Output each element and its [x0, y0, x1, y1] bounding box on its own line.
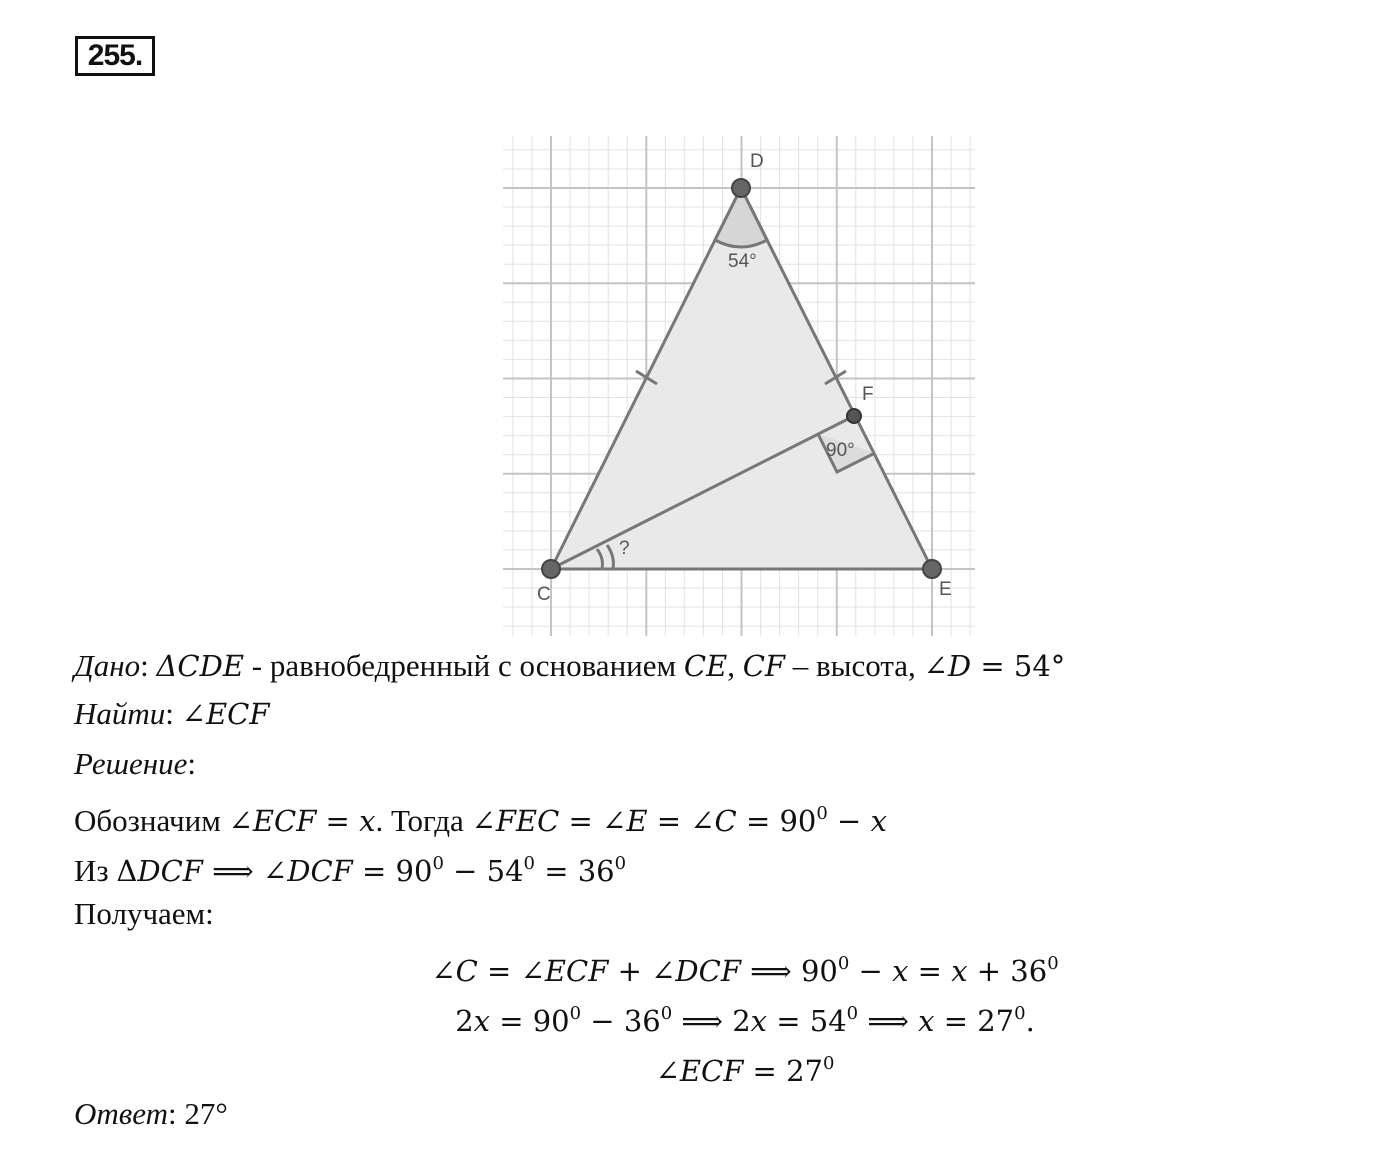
given-angle: ∠D: [923, 649, 972, 683]
label-f: F: [862, 384, 874, 405]
answer-line: Ответ: 27°: [74, 1096, 228, 1131]
problem-number: 255.: [75, 36, 155, 76]
height-name: CF: [742, 649, 786, 683]
equation-3: ∠ECF = $27^0$: [655, 1053, 835, 1088]
point-c: [542, 560, 560, 578]
answer-label: Ответ: [74, 1096, 168, 1131]
solution-label: Решение: [74, 746, 188, 781]
triangle-name: ΔCDE: [156, 649, 245, 683]
find-line: Найти: ∠ECF: [74, 696, 270, 731]
equation-1: ∠C = ∠ECF + ∠DCF ⟹ $90^0 - x = x + 36^0$: [431, 953, 1059, 988]
point-d: [732, 179, 750, 197]
point-e: [923, 560, 941, 578]
point-f: [847, 409, 861, 423]
label-c: C: [537, 584, 551, 605]
find-target: ∠ECF: [181, 697, 270, 731]
given-label: Дано: [74, 648, 141, 683]
find-label: Найти: [74, 696, 166, 731]
label-e: E: [939, 579, 952, 600]
step2-line: Из ΔDCF ⟹ ∠DCF = $90^0 - 54^0 = 36^0$: [74, 853, 627, 888]
angle-d-label: 54°: [728, 251, 757, 272]
given-line: Дано: ΔCDE - равнобедренный с основанием CE, CF – высота, ∠D = 54°: [74, 648, 1066, 683]
given-angle-value: 54°: [1013, 649, 1066, 683]
triangle-figure: [503, 136, 975, 636]
solution-line: Решение:: [74, 746, 196, 781]
step3-line: Получаем:: [74, 896, 214, 931]
base-name: CE: [683, 649, 728, 683]
angle-f-label: 90°: [826, 440, 855, 461]
angle-c-label: ?: [619, 538, 630, 559]
answer-value: 27°: [184, 1096, 228, 1131]
equation-2: $2x = 90^0 - 36^0$ ⟹ $2x = 54^0$ ⟹ $x = 27^0$.: [455, 1003, 1035, 1038]
label-d: D: [750, 151, 764, 172]
step1-line: Обозначим ∠ECF = x. Тогда ∠FEC = ∠E = ∠C = $90^0 - x$: [74, 803, 887, 838]
